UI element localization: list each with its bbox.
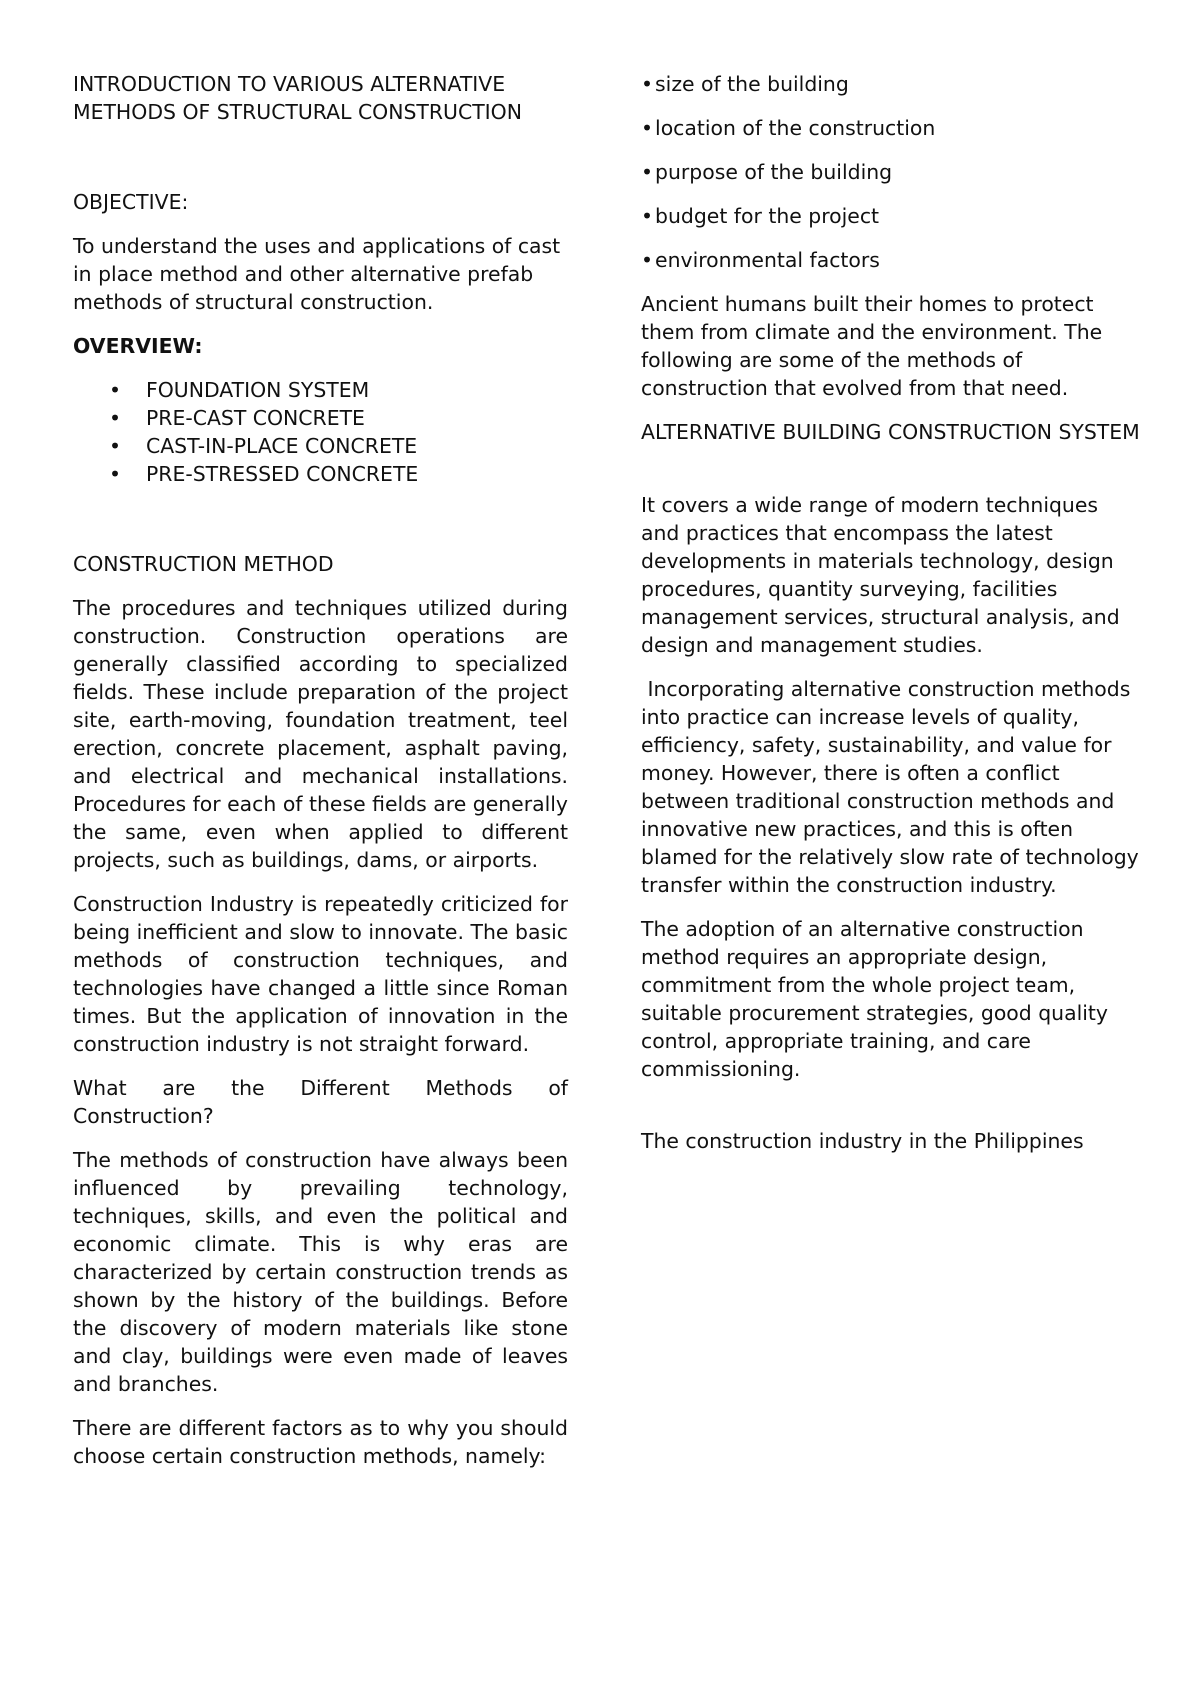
right-column [641,70,1146,1155]
paragraph-factors-intro: There are different factors as to why you should choose certain construction methods, namely: [73,1416,568,1468]
construction-method-heading: CONSTRUCTION METHOD [73,552,334,576]
overview-heading: OVERVIEW: [73,334,203,358]
factor-item: •purpose of the building [641,160,893,184]
bullet-icon: • [641,72,654,96]
paragraph-procedures: The procedures and techniques utilized during construction. Construction operations are generally classified according to specialized fields. These include preparation of the project site, earth-moving, foundation treatment, teel erection, concrete placement, asphalt paving, and electrical and mechanical installations. Procedures for each of these fields are generally the same, even when applied to different projects, such as buildings, dams, or airports. [73,596,568,872]
factor-item: •size of the building [641,72,849,96]
bullet-icon: • [641,160,654,184]
bullet-icon: • [641,248,654,272]
overview-item: • PRE-CAST CONCRETE [73,404,568,432]
title-line-2: METHODS OF STRUCTURAL CONSTRUCTION [73,100,522,124]
title-line-1: INTRODUCTION TO VARIOUS ALTERNATIVE [73,72,506,96]
overview-item: • FOUNDATION SYSTEM [73,376,568,404]
overview-item: • CAST-IN-PLACE CONCRETE [73,432,568,460]
paragraph-covers: It covers a wide range of modern techniques and practices that encompass the latest developments in materials technology, design procedures, quantity surveying, facilities management services, structural analysis, and design and management studies. [641,493,1120,657]
factors-list [641,70,1141,274]
factor-item: •environmental factors [641,248,880,272]
paragraph-adoption: The adoption of an alternative construction method requires an appropriate design, commitment from the whole project team, suitable procurement strategies, good quality control, appropriate training, and care commissioning. [641,917,1108,1081]
left-column [73,70,568,1470]
paragraph-methods: The methods of construction have always been influenced by prevailing technology, techniques, skills, and even the political and economic climate. This is why eras are characterized by certain construction trends as shown by the history of the buildings. Before the discovery of modern materials like stone and clay, buildings were even made of leaves and branches. [73,1148,568,1396]
question-heading: What are the Different Methods of Construction? [73,1076,568,1128]
bullet-icon: • [641,116,654,140]
objective-text: To understand the uses and applications of cast in place method and other alternative prefab methods of structural construction. [73,234,561,314]
factor-item: •location of the construction [641,116,936,140]
alternative-system-heading: ALTERNATIVE BUILDING CONSTRUCTION SYSTEM [641,420,1140,444]
paragraph-industry: Construction Industry is repeatedly criticized for being inefficient and slow to innovate. The basic methods of construction techniques, and technologies have changed a little since Roman times. But the application of innovation in the construction industry is not straight forward. [73,892,568,1056]
factor-item: •budget for the project [641,204,880,228]
objective-heading: OBJECTIVE: [73,190,189,214]
overview-list [73,376,568,488]
overview-item: • PRE-STRESSED CONCRETE [73,460,568,488]
paragraph-ancient: Ancient humans built their homes to protect them from climate and the environment. The following are some of the methods of construction that evolved from that need. [641,292,1103,400]
philippines-heading: The construction industry in the Philippines [641,1129,1084,1153]
paragraph-incorporating: Incorporating alternative construction methods into practice can increase levels of quality, efficiency, safety, sustainability, and value for money. However, there is often a conflict between traditional construction methods and innovative new practices, and this is often blamed for the relatively slow rate of technology transfer within the construction industry. [641,677,1146,897]
bullet-icon: • [641,204,654,228]
